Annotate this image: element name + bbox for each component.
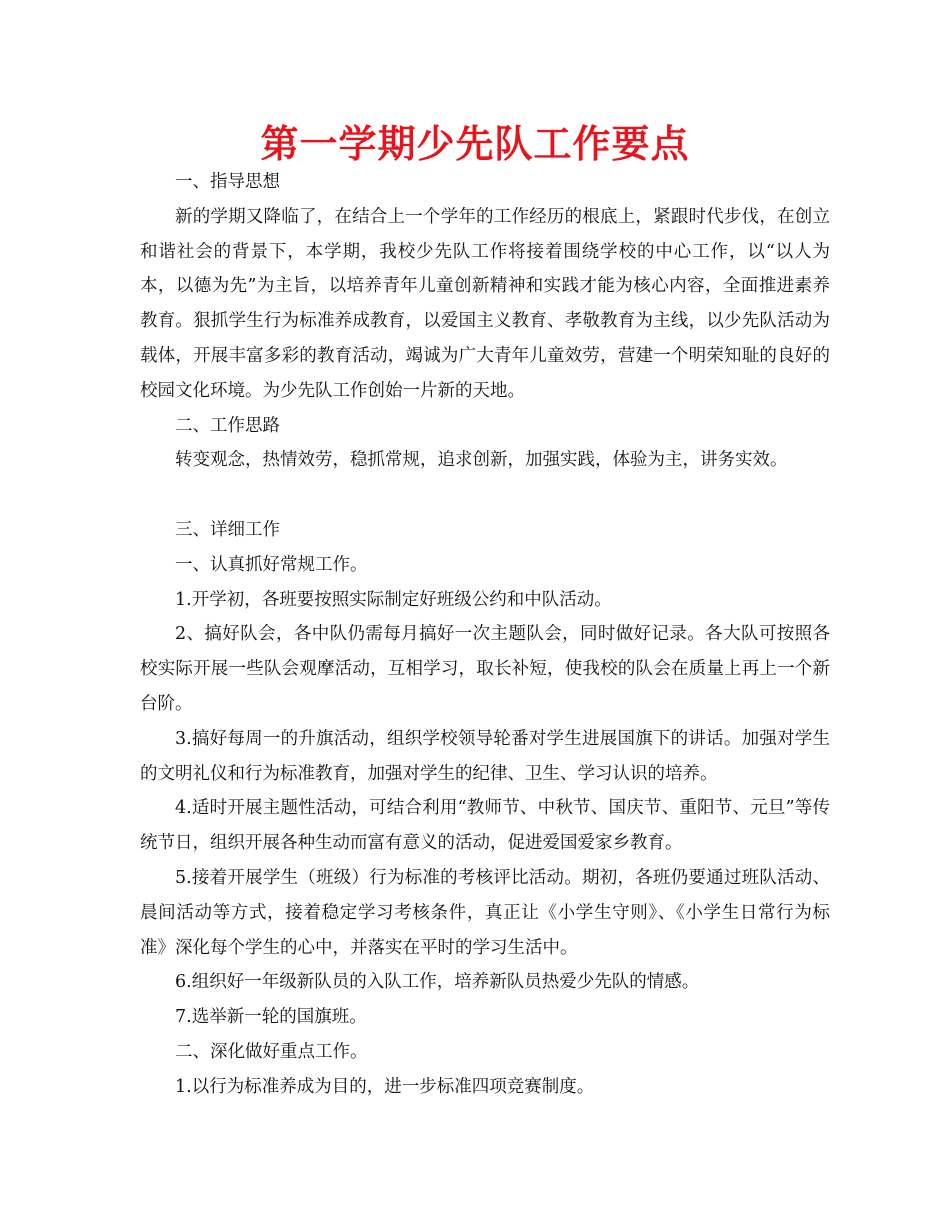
list-item-5: 5.接着开展学生（班级）行为标准的考核评比活动。期初，各班仍要通过班队活动、晨间活动等方式，接着稳定学习考核条件，真正让《小学生守则》、《小学生日常行为标准》深化每个学生的心中，并落实在平时的学习生活中。: [140, 867, 830, 958]
document-title: 第一学期少先队工作要点: [260, 122, 690, 166]
list-item-6: 6.组织好一年级新队员的入队工作，培养新队员热爱少先队的情感。: [175, 972, 700, 993]
blank-line: [140, 478, 830, 513]
paragraph-work-approach: 转变观念，热情效劳，稳抓常规，追求创新，加强实践，体验为主，讲务实效。: [175, 450, 788, 471]
section-heading-detailed-work: 三、详细工作: [175, 519, 280, 540]
subsection-heading-key-work: 二、深化做好重点工作。: [175, 1041, 368, 1062]
list-item-1: 1.开学初，各班要按照实际制定好班级公约和中队活动。: [175, 589, 612, 610]
section-heading-guiding-ideology: 一、指导思想: [175, 172, 280, 192]
section-heading-work-approach: 二、工作思路: [175, 415, 280, 436]
list-item-3: 3.搞好每周一的升旗活动，组织学校领导轮番对学生进展国旗下的讲话。加强对学生的文明礼仪和行为标准教育，加强对学生的纪律、卫生、学习认识的培养。: [140, 728, 830, 784]
list-item-4: 4.适时开展主题性活动，可结合利用“教师节、中秋节、国庆节、重阳节、元旦”等传统节日，组织开展各种生动而富有意义的活动，促进爱国爱家乡教育。: [140, 798, 830, 854]
list-item-2: 2、搞好队会，各中队仍需每月搞好一次主题队会，同时做好记录。各大队可按照各校实际开展一些队会观摩活动，互相学习，取长补短，使我校的队会在质量上再上一个新台阶。: [140, 624, 830, 714]
document-body: [140, 165, 830, 1105]
list-item-key-1: 1.以行为标准养成为目的，进一步标准四项竞赛制度。: [175, 1076, 595, 1097]
paragraph-guiding-ideology: 新的学期又降临了，在结合上一个学年的工作经历的根底上，紧跟时代步伐，在创立和谐社会的背景下，本学期，我校少先队工作将接着围绕学校的中心工作，以“以人为本，以德为先”为主旨，以培养青年儿童创新精神和实践才能为核心内容，全面推进素养教育。狠抓学生行为标准养成教育，以爱国主义教育、孝敬教育为主线，以少先队活动为载体，开展丰富多彩的教育活动，竭诚为广大青年儿童效劳，营建一个明荣知耻的良好的校园文化环境。为少先队工作创始一片新的天地。: [140, 206, 830, 401]
list-item-7: 7.选举新一轮的国旗班。: [175, 1007, 367, 1028]
subsection-heading-routine-work: 一、认真抓好常规工作。: [175, 554, 368, 575]
